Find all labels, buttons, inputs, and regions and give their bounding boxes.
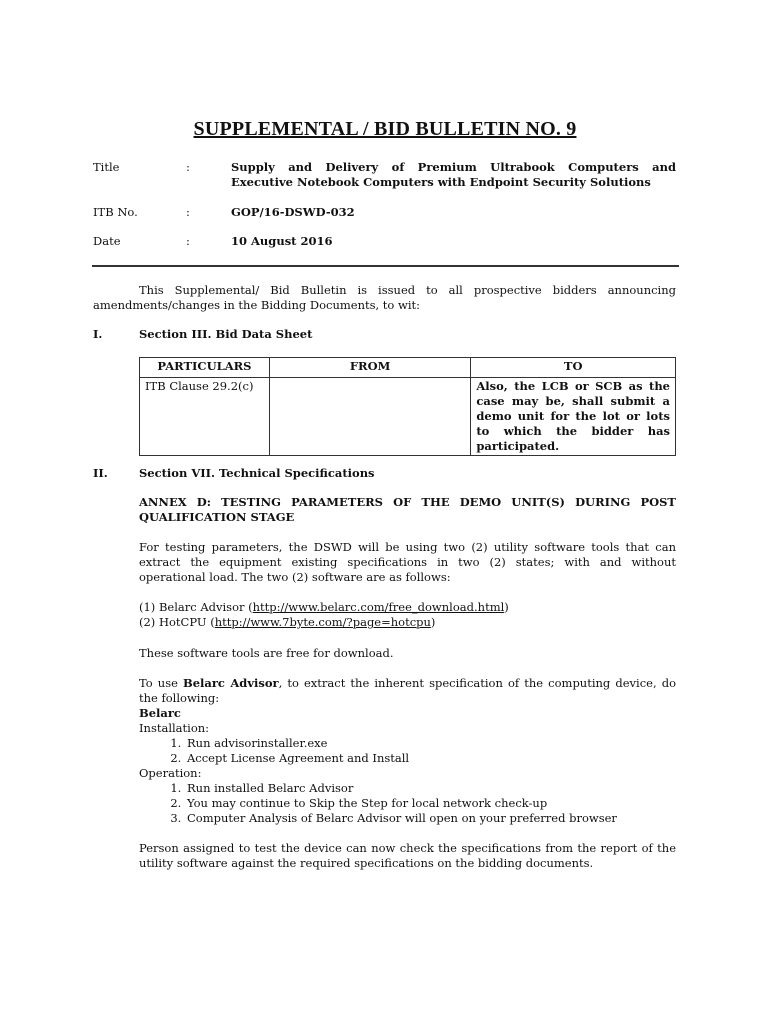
belarc-intro (139, 676, 676, 706)
bid-data-table (139, 357, 676, 456)
section-title: Section III. Bid Data Sheet (139, 327, 313, 341)
bulletin-title: SUPPLEMENTAL / BID BULLETIN NO. 9 (193, 118, 577, 140)
table-cell-to: Also, the LCB or SCB as the case may be, shall submit a demo unit for the lot or lots to which the bidder has participated. (471, 378, 676, 456)
table-row (140, 378, 676, 456)
meta-label: ITB No. (93, 205, 138, 219)
meta-colon: : (186, 205, 190, 219)
table-cell-from (269, 378, 470, 456)
belarc-instructions (139, 676, 676, 826)
operation-steps (139, 781, 676, 826)
section-number: II. (93, 466, 108, 480)
list-item: 1. Run installed Belarc Advisor (185, 781, 676, 796)
tool-item (139, 600, 676, 615)
installation-label: Installation: (139, 721, 210, 735)
tool-suffix: ) (504, 600, 509, 614)
table-header: FROM (269, 358, 470, 378)
belarc-heading: Belarc (139, 706, 181, 720)
meta-label: Date (93, 234, 121, 248)
hotcpu-download-link[interactable]: http://www.7byte.com/?page=hotcpu (214, 615, 431, 629)
list-item: 2. Accept License Agreement and Install (185, 751, 676, 766)
list-item: 3. Computer Analysis of Belarc Advisor will open on your preferred browser (185, 811, 676, 826)
closing-paragraph: Person assigned to test the device can now check the specifications from the report of the utility software against the required specifications on the bidding documents. (139, 841, 676, 870)
list-item: 1. Run advisorinstaller.exe (185, 736, 676, 751)
annex-title: ANNEX D: TESTING PARAMETERS OF THE DEMO UNIT(S) DURING POST QUALIFICATION STAGE (139, 495, 676, 524)
section-title: Section VII. Technical Specifications (139, 466, 375, 480)
belarc-intro-pre: To use (139, 676, 184, 690)
tool-list (139, 600, 676, 630)
table-header: TO (471, 358, 676, 378)
testing-paragraph: For testing parameters, the DSWD will be using two (2) utility software tools that can extract the equipment existing specifications in two (2) states; with and without operational load. The two (2) software are as follows: (139, 540, 676, 584)
table-cell-particulars: ITB Clause 29.2(c) (140, 378, 270, 456)
table-header: PARTICULARS (140, 358, 270, 378)
meta-colon: : (186, 160, 190, 174)
intro-paragraph: This Supplemental/ Bid Bulletin is issued to all prospective bidders announcing amendments/changes in the Bidding Documents, to wit: (93, 283, 676, 312)
belarc-download-link[interactable]: http://www.belarc.com/free_download.html (252, 600, 505, 614)
free-note: These software tools are free for download. (139, 646, 394, 660)
meta-colon: : (186, 234, 190, 248)
meta-value: GOP/16-DSWD-032 (231, 205, 355, 219)
tool-prefix: (2) HotCPU ( (139, 615, 215, 629)
operation-label: Operation: (139, 766, 202, 780)
belarc-intro-post: , to extract the inherent specification of the computing device, do the following: (139, 676, 676, 705)
meta-label: Title (93, 160, 120, 174)
tool-suffix: ) (430, 615, 436, 629)
belarc-intro-bold: Belarc Advisor (183, 676, 279, 690)
tool-prefix: (1) Belarc Advisor ( (139, 600, 253, 614)
meta-value: 10 August 2016 (231, 234, 333, 248)
tool-item (139, 615, 676, 630)
installation-steps (139, 736, 676, 766)
list-item: 2. You may continue to Skip the Step for local network check-up (185, 796, 676, 811)
meta-value: Supply and Delivery of Premium Ultrabook Computers and Executive Notebook Computers with Endpoint Security Solutions (231, 160, 676, 189)
header-divider (92, 265, 679, 267)
table-header-row (140, 358, 676, 378)
section-number: I. (93, 327, 103, 341)
